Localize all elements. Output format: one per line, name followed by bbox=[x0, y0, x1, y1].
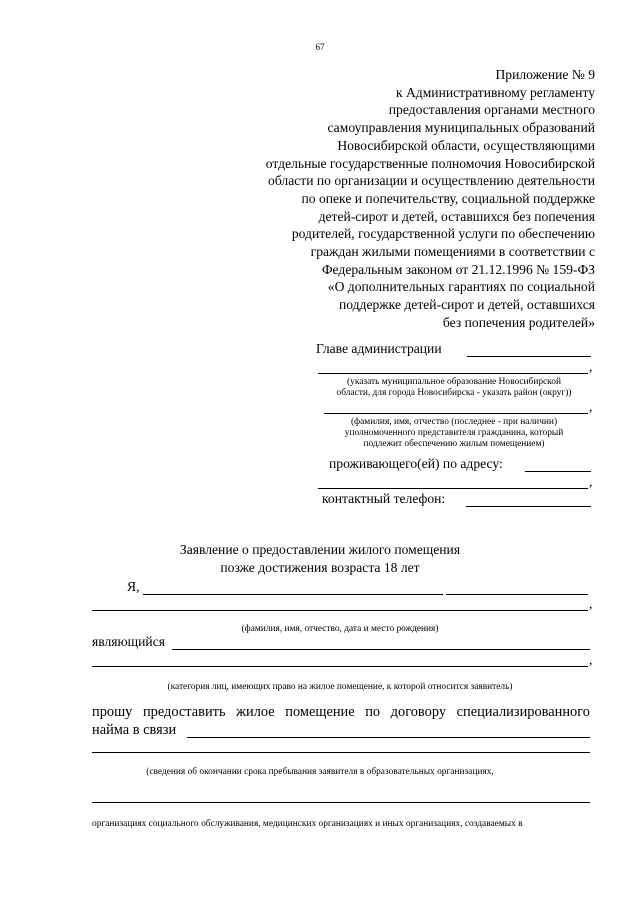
municipality-hint bbox=[312, 377, 596, 399]
appendix-line: по опеке и попечительству, социальной поддержке bbox=[301, 190, 595, 206]
hint-line: подлежит обеспечению жилым помещением) bbox=[363, 439, 545, 450]
request-line1: прошу предоставить жилое помещение по договору специализированного bbox=[92, 704, 590, 720]
hint-line: области, для города Новосибирска - указать район (округ)) bbox=[336, 388, 572, 399]
applicant-name-field-2[interactable] bbox=[446, 594, 588, 595]
category-hint: (категория лиц, имеющих право на жилое помещение, к которой относится заявитель) bbox=[167, 682, 513, 692]
category-field[interactable] bbox=[172, 649, 590, 650]
comma: , bbox=[589, 399, 593, 414]
address-field-2[interactable] bbox=[318, 488, 588, 489]
applicant-name-hint: (фамилия, имя, отчество, дата и место рождения) bbox=[241, 624, 439, 634]
appendix-line: области по организации и осуществлению деятельности bbox=[268, 173, 595, 189]
applicant-name-field-3[interactable] bbox=[92, 610, 588, 611]
appendix-line: Новосибирской области, осуществляющими bbox=[337, 137, 595, 153]
info-hint: (сведения об окончании срока пребывания заявителя в образовательных организациях, bbox=[146, 767, 494, 777]
head-label: Главе администрации bbox=[316, 341, 442, 356]
page-number: 67 bbox=[315, 42, 325, 52]
head-name-field[interactable] bbox=[467, 356, 591, 357]
applicant-name-field[interactable] bbox=[143, 594, 443, 595]
address-field[interactable] bbox=[525, 471, 591, 472]
appendix-line: к Административному регламенту bbox=[395, 84, 595, 100]
representative-hint bbox=[312, 417, 596, 451]
request-line2: найма в связи bbox=[92, 722, 177, 738]
representative-name-field[interactable] bbox=[324, 413, 588, 414]
hint-line: (фамилия, имя, отчество (последнее - при наличии) bbox=[350, 417, 558, 427]
reason-field[interactable] bbox=[187, 737, 590, 738]
appendix-line: Федеральным законом от 21.12.1996 № 159-ФЗ bbox=[321, 261, 595, 277]
comma: , bbox=[589, 474, 593, 489]
phone-field[interactable] bbox=[466, 506, 591, 507]
address-label: проживающего(ей) по адресу: bbox=[329, 456, 503, 471]
appendix-line: отдельные государственные полномочия Новосибирской bbox=[265, 155, 595, 171]
being-label: являющийся bbox=[92, 634, 165, 649]
appendix-line: поддержке детей-сирот и детей, оставшихся bbox=[338, 297, 595, 313]
reason-field-2[interactable] bbox=[92, 752, 590, 753]
orgs-text: организациях социального обслуживания, медицинских организациях и иных организациях, создаваемых в bbox=[92, 819, 523, 829]
hint-line: (указать муниципальное образование Новосибирской bbox=[347, 377, 561, 387]
category-field-2[interactable] bbox=[92, 666, 588, 667]
statement-title-line2: позже достижения возраста 18 лет bbox=[220, 560, 420, 575]
comma: , bbox=[589, 596, 593, 611]
hint-line: уполномоченного представителя гражданина, который bbox=[344, 428, 564, 439]
appendix-line: самоуправления муниципальных образований bbox=[327, 120, 595, 136]
appendix-line: родителей, государственной услуги по обеспечению bbox=[291, 226, 595, 242]
comma: , bbox=[589, 652, 593, 667]
municipality-field[interactable] bbox=[318, 373, 588, 374]
appendix-line: предоставления органами местного bbox=[388, 102, 595, 118]
appendix-line: граждан жилыми помещениями в соответствии с bbox=[310, 244, 595, 260]
appendix-header bbox=[195, 66, 595, 332]
appendix-line: без попечения родителей» bbox=[442, 314, 595, 330]
comma: , bbox=[589, 359, 593, 374]
i-label: Я, bbox=[127, 579, 140, 594]
phone-label: контактный телефон: bbox=[322, 491, 446, 506]
appendix-line: «О дополнительных гарантиях по социальной bbox=[327, 279, 595, 295]
statement-title-line1: Заявление о предоставлении жилого помещения bbox=[179, 542, 461, 557]
info-field[interactable] bbox=[92, 802, 590, 803]
appendix-line: Приложение № 9 bbox=[495, 67, 595, 82]
appendix-line: детей-сирот и детей, оставшихся без попечения bbox=[318, 208, 595, 224]
